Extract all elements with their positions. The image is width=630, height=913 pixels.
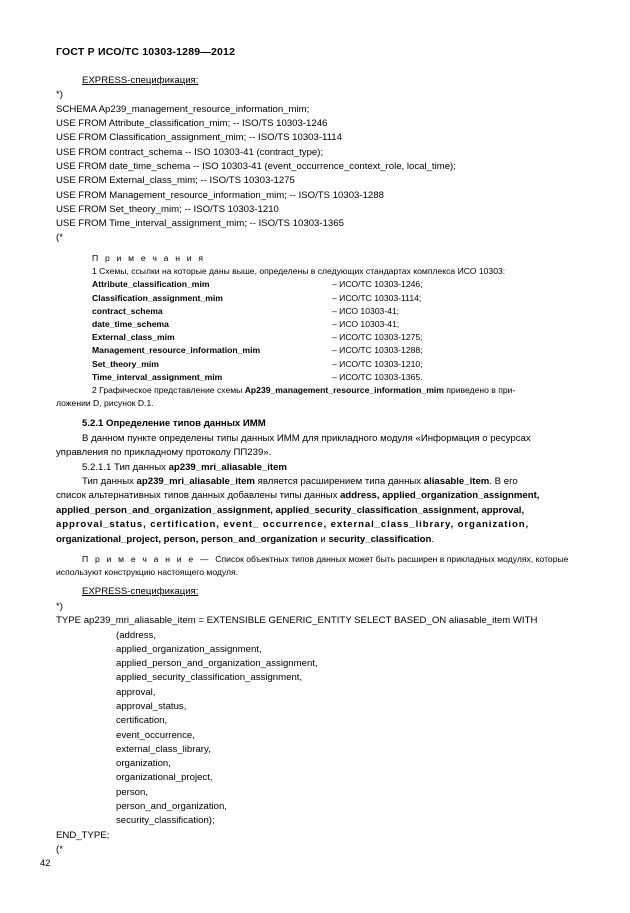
type-line-header: TYPE ap239_mri_aliasable_item = EXTENSIBLE GENERIC_ENTITY SELECT BASED_ON aliasable_item WITH xyxy=(56,615,538,627)
type-item: applied_organization_assignment, xyxy=(116,643,262,655)
clause-521-par-1-line-2: управления по прикладному протоколу ПП239». xyxy=(56,447,272,459)
par2-line5-post: . xyxy=(431,533,435,545)
par2-pre: Тип данных xyxy=(82,475,137,487)
schema-line: USE FROM Management_resource_information_mim; -- ISO/TS 10303-1288 xyxy=(56,189,384,201)
star-open-2: *) xyxy=(56,600,63,612)
express-spec-label-1: EXPRESS-спецификация: xyxy=(82,75,199,86)
table-row xyxy=(92,344,423,357)
schema-ref-name: contract_schema xyxy=(92,305,163,316)
table-row xyxy=(92,358,423,371)
table-row xyxy=(92,318,423,331)
par2-line5-types-b: security_classification xyxy=(328,533,432,545)
schema-ref-standard: – ИСО 10303-41; xyxy=(332,318,400,329)
schema-line: USE FROM Classification_assignment_mim; -- ISO/TS 10303-1114 xyxy=(56,132,342,144)
par2-line2-pre: список альтернативных типов данных добавлены типы данных xyxy=(56,490,341,502)
schema-ref-standard: – ИСО/ТС 10303-1114; xyxy=(332,292,422,303)
type-item: external_class_library, xyxy=(116,743,211,755)
schema-line: USE FROM date_time_schema -- ISO 10303-41 (event_occurrence_context_role, local_time); xyxy=(56,161,456,172)
schema-ref-name: Management_resource_information_mim xyxy=(92,345,261,356)
type-item: event_occurrence, xyxy=(116,729,195,741)
star-close-1: (* xyxy=(56,232,63,244)
par2-type-1: ap239_mri_aliasable_item xyxy=(136,475,255,487)
notes-block xyxy=(56,252,576,278)
clause-5211-par-line-3: applied_person_and_organization_assignment, applied_security_classification_assignment, approval, xyxy=(56,504,525,516)
type-item: (address, xyxy=(116,629,156,641)
type-item: person_and_organization, xyxy=(116,801,227,813)
clause-5211-heading xyxy=(56,461,576,475)
note-line-1-text: Список объектных типов данных может быть расширен в прикладных модулях, которые xyxy=(215,553,569,564)
type-item: person, xyxy=(116,786,148,798)
note-label: П р и м е ч а н и е — xyxy=(82,553,216,564)
note-2-line-2-wrap xyxy=(56,397,576,410)
schema-ref-standard: – ИСО/ТС 10303-1246; xyxy=(332,279,423,290)
clause-521-heading: 5.2.1 Определение типов данных ИММ xyxy=(82,418,266,430)
express-spec-label-2: EXPRESS-спецификация: xyxy=(82,586,199,598)
notes-title: П р и м е ч а н и я xyxy=(92,252,206,263)
clause-5211-heading-pre: 5.2.1.1 Тип данных xyxy=(82,461,169,473)
type-item: approval_status, xyxy=(116,700,187,712)
schema-ref-standard: – ИСО 10303-41; xyxy=(332,305,400,316)
clause-5211-note-line-1 xyxy=(56,553,576,566)
par2-mid: является расширением типа данных xyxy=(254,475,424,487)
schema-ref-standard: – ИСО/ТС 10303-1288; xyxy=(332,345,423,356)
schema-line: USE FROM External_class_mim; -- ISO/TS 10303-1275 xyxy=(56,175,295,187)
schema-line: USE FROM Attribute_classification_mim; -- ISO/TS 10303-1246 xyxy=(56,118,328,130)
page-content xyxy=(56,74,576,857)
star-close-2: (* xyxy=(56,843,63,855)
type-end: END_TYPE; xyxy=(56,829,110,841)
par2-line5-mid: и xyxy=(317,533,329,545)
schema-reference-table xyxy=(92,278,423,384)
note-2-line-1 xyxy=(92,384,566,397)
par2-line5-types-a: organizational_project, person, person_and_organization xyxy=(56,533,318,545)
note-2-schema-name: Ap239_management_resource_information_mim xyxy=(244,384,444,395)
schema-ref-standard: – ИСО/ТС 10303-1210; xyxy=(332,358,423,369)
table-row xyxy=(92,305,423,318)
par2-line2-types: address, applied_organization_assignment, xyxy=(340,490,540,502)
type-item: approval, xyxy=(116,686,156,698)
schema-ref-name: Set_theory_mim xyxy=(92,358,159,369)
type-item: organizational_project, xyxy=(116,772,213,784)
table-row xyxy=(92,292,423,305)
schema-line: USE FROM Time_interval_assignment_mim; -- ISO/TS 10303-1365 xyxy=(56,218,344,230)
table-row xyxy=(92,371,423,384)
clause-5211-par-line-2 xyxy=(56,489,576,503)
clause-5211-heading-type: ap239_mri_aliasable_item xyxy=(168,461,287,473)
schema-use-block xyxy=(56,103,576,232)
type-item: certification, xyxy=(116,715,168,727)
page-header: ГОСТ Р ИСО/ТС 10303-1289—2012 xyxy=(56,46,236,58)
par2-post: . В его xyxy=(489,475,518,487)
type-definition-block xyxy=(56,614,576,843)
schema-ref-name: Time_interval_assignment_mim xyxy=(92,371,223,382)
schema-ref-name: Attribute_classification_mim xyxy=(92,279,210,290)
note-2-post: приведено в при- xyxy=(443,384,516,395)
clause-521-par-1-line-1: В данном пункте определены типы данных ИММ для прикладного модуля «Информация о ресурсах xyxy=(82,432,531,444)
type-item: organization, xyxy=(116,758,171,770)
schema-ref-name: External_class_mim xyxy=(92,332,175,343)
clause-5211-par-line-4: approval_status, certification, event_ occurrence, external_class_library, organization, xyxy=(56,519,530,531)
note-1-text: 1 Схемы, ссылки на которые даны выше, определены в следующих стандартах комплекса ИСО 10303: xyxy=(92,266,506,277)
schema-line: USE FROM Set_theory_mim; -- ISO/TS 10303-1210 xyxy=(56,203,279,215)
note-2-block xyxy=(56,384,576,397)
par2-type-2: aliasable_item xyxy=(423,475,490,487)
clause-5211-par-line-1 xyxy=(56,475,576,489)
schema-line: USE FROM contract_schema -- ISO 10303-41 (contract_type); xyxy=(56,146,324,158)
type-item: applied_security_classification_assignment, xyxy=(116,672,303,684)
star-open-1: *) xyxy=(56,89,63,101)
type-item: applied_person_and_organization_assignment, xyxy=(116,658,318,670)
note-2-line-2: ложении D, рисунок D.1. xyxy=(56,398,154,409)
note-2-pre: 2 Графическое представление схемы xyxy=(92,384,245,395)
clause-5211-note-line-2: используют конструкцию настоящего модуля. xyxy=(56,567,239,578)
schema-ref-name: Classification_assignment_mim xyxy=(92,292,223,303)
schema-ref-standard: – ИСО/ТС 10303-1365. xyxy=(332,371,423,382)
schema-line: SCHEMA Ap239_management_resource_information_mim; xyxy=(56,103,310,115)
type-item: security_classification); xyxy=(116,815,215,827)
table-row xyxy=(92,278,423,291)
clause-5211-par-line-5 xyxy=(56,533,576,547)
page-number: 42 xyxy=(40,858,51,869)
table-row xyxy=(92,331,423,344)
schema-ref-name: date_time_schema xyxy=(92,318,169,329)
schema-ref-standard: – ИСО/ТС 10303-1275; xyxy=(332,332,423,343)
